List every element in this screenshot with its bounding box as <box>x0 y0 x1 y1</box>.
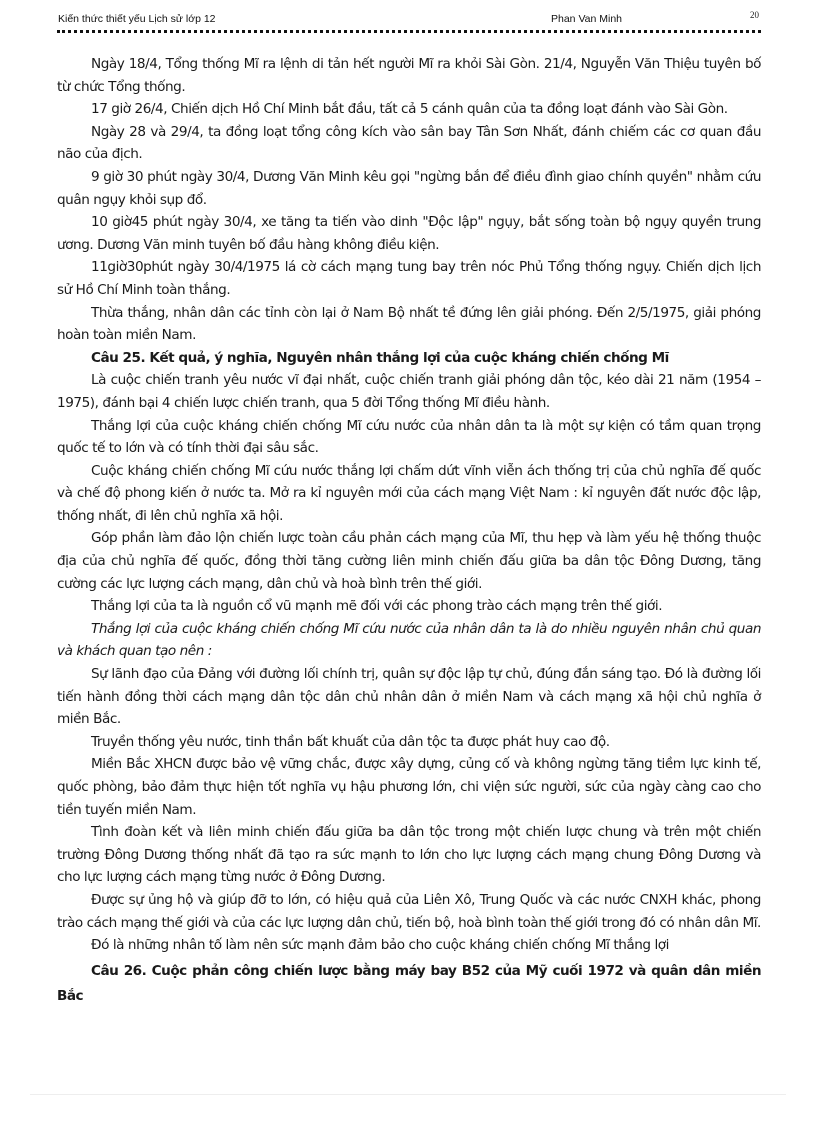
header-divider <box>57 30 761 33</box>
paragraph: Thừa thắng, nhân dân các tỉnh còn lại ở Nam Bộ nhất tề đứng lên giải phóng. Đến 2/5/1975, giải phóng hoàn toàn miền Nam. <box>57 304 761 344</box>
paragraph: Truyền thống yêu nước, tinh thần bất khuất của dân tộc ta được phát huy cao độ. <box>91 733 610 750</box>
section-heading-25: Câu 25. Kết quả, ý nghĩa, Nguyên nhân thắng lợi của cuộc kháng chiến chống Mĩ <box>91 349 669 366</box>
page-bottom-edge <box>30 1094 786 1095</box>
paragraph: 11giờ30phút ngày 30/4/1975 lá cờ cách mạng tung bay trên nóc Phủ Tổng thống ngụy. Chiến dịch lịch sử Hồ Chí Minh toàn thắng. <box>57 259 761 298</box>
page-number: 20 <box>750 10 759 20</box>
paragraph: Thắng lợi của ta là nguồn cổ vũ mạnh mẽ đối với các phong trào cách mạng trên thế giới. <box>91 598 663 615</box>
header-title: Kiến thức thiết yếu Lịch sử lớp 12 <box>58 13 216 25</box>
paragraph: Cuộc kháng chiến chống Mĩ cứu nước thắng lợi chấm dứt vĩnh viễn ách thống trị của chủ nghĩa đế quốc và chế độ phong kiến ở nước ta. Mở ra kỉ nguyên mới của cách mạng Việt Nam : kỉ nguyên đất nước độc lập, thống nhất, đi lên chủ nghĩa xã hội. <box>57 462 761 524</box>
paragraph: Ngày 28 và 29/4, ta đồng loạt tổng công kích vào sân bay Tân Sơn Nhất, đánh chiếm các cơ quan đầu não của địch. <box>57 123 761 163</box>
paragraph: Sự lãnh đạo của Đảng với đường lối chính trị, quân sự độc lập tự chủ, đúng đắn sáng tạo. Đó là đường lối tiến hành đồng thời cách mạng dân tộc dân chủ nhân dân ở miền Nam và cách mạng xã hội chủ nghĩa ở miền Bắc. <box>57 666 761 728</box>
paragraph: Miền Bắc XHCN được bảo vệ vững chắc, được xây dựng, củng cố và không ngừng tăng tiềm lực kinh tế, quốc phòng, bảo đảm thực hiện tốt nghĩa vụ hậu phương lớn, chi viện sức người, sức của ngày càng cao cho tiền tuyến miền Nam. <box>57 756 761 818</box>
paragraph: Tình đoàn kết và liên minh chiến đấu giữa ba dân tộc trong một chiến lược chung và trên một chiến trường Đông Dương thống nhất đã tạo ra sức mạnh to lớn cho lực lượng cách mạng chung Đông Dương và cho lực lượng cách mạng từng nước ở Đông Dương. <box>57 824 761 886</box>
page-header <box>58 13 758 27</box>
paragraph: Được sự ủng hộ và giúp đỡ to lớn, có hiệu quả của Liên Xô, Trung Quốc và các nước CNXH khác, phong trào cách mạng thế giới và của các lực lượng dân chủ, tiến bộ, hoà bình toàn thế giới trong đó có nhân dân Mĩ. <box>57 891 761 931</box>
document-body <box>57 53 761 1009</box>
section-heading-26: Câu 26. Cuộc phản công chiến lược bằng máy bay B52 của Mỹ cuối 1972 và quân dân miền Bắc <box>57 962 761 1004</box>
paragraph: Ngày 18/4, Tổng thống Mĩ ra lệnh di tản hết người Mĩ ra khỏi Sài Gòn. 21/4, Nguyễn Văn Thiệu tuyên bố từ chức Tổng thống. <box>57 56 761 95</box>
paragraph: Thắng lợi của cuộc kháng chiến chống Mĩ cứu nước của nhân dân ta là một sự kiện có tầm quan trọng quốc tế to lớn và có tính thời đại sâu sắc. <box>57 417 761 457</box>
paragraph: 17 giờ 26/4, Chiến dịch Hồ Chí Minh bắt đầu, tất cả 5 cánh quân của ta đồng loạt đánh vào Sài Gòn. <box>91 101 728 118</box>
paragraph: 9 giờ 30 phút ngày 30/4, Dương Văn Minh kêu gọi "ngừng bắn để điều đình giao chính quyền" nhằm cứu quân ngụy khỏi sụp đổ. <box>57 168 761 208</box>
paragraph: Góp phần làm đảo lộn chiến lược toàn cầu phản cách mạng của Mĩ, thu hẹp và làm yếu hệ thống thuộc địa của chủ nghĩa đế quốc, đồng thời tăng cường liên minh chiến đấu giữa ba dân tộc Đông Dương, tăng cường các lực lượng cách mạng, dân chủ và hoà bình trên thế giới. <box>57 530 761 592</box>
header-author: Phan Van Minh <box>551 13 623 25</box>
paragraph: Là cuộc chiến tranh yêu nước vĩ đại nhất, cuộc chiến tranh giải phóng dân tộc, kéo dài 21 năm (1954 – 1975), đánh bại 4 chiến lược chiến tranh, qua 5 đời Tổng thống Mĩ điều hành. <box>57 372 761 411</box>
paragraph: Đó là những nhân tố làm nên sức mạnh đảm bảo cho cuộc kháng chiến chống Mĩ thắng lợi <box>91 937 669 954</box>
italic-intro-paragraph: Thắng lợi của cuộc kháng chiến chống Mĩ cứu nước của nhân dân ta là do nhiều nguyên nhân chủ quan và khách quan tạo nên : <box>57 620 761 660</box>
paragraph: 10 giờ45 phút ngày 30/4, xe tăng ta tiến vào dinh "Độc lập" ngụy, bắt sống toàn bộ ngụy quyền trung ương. Dương Văn minh tuyên bố đầu hàng không điều kiện. <box>57 214 761 253</box>
